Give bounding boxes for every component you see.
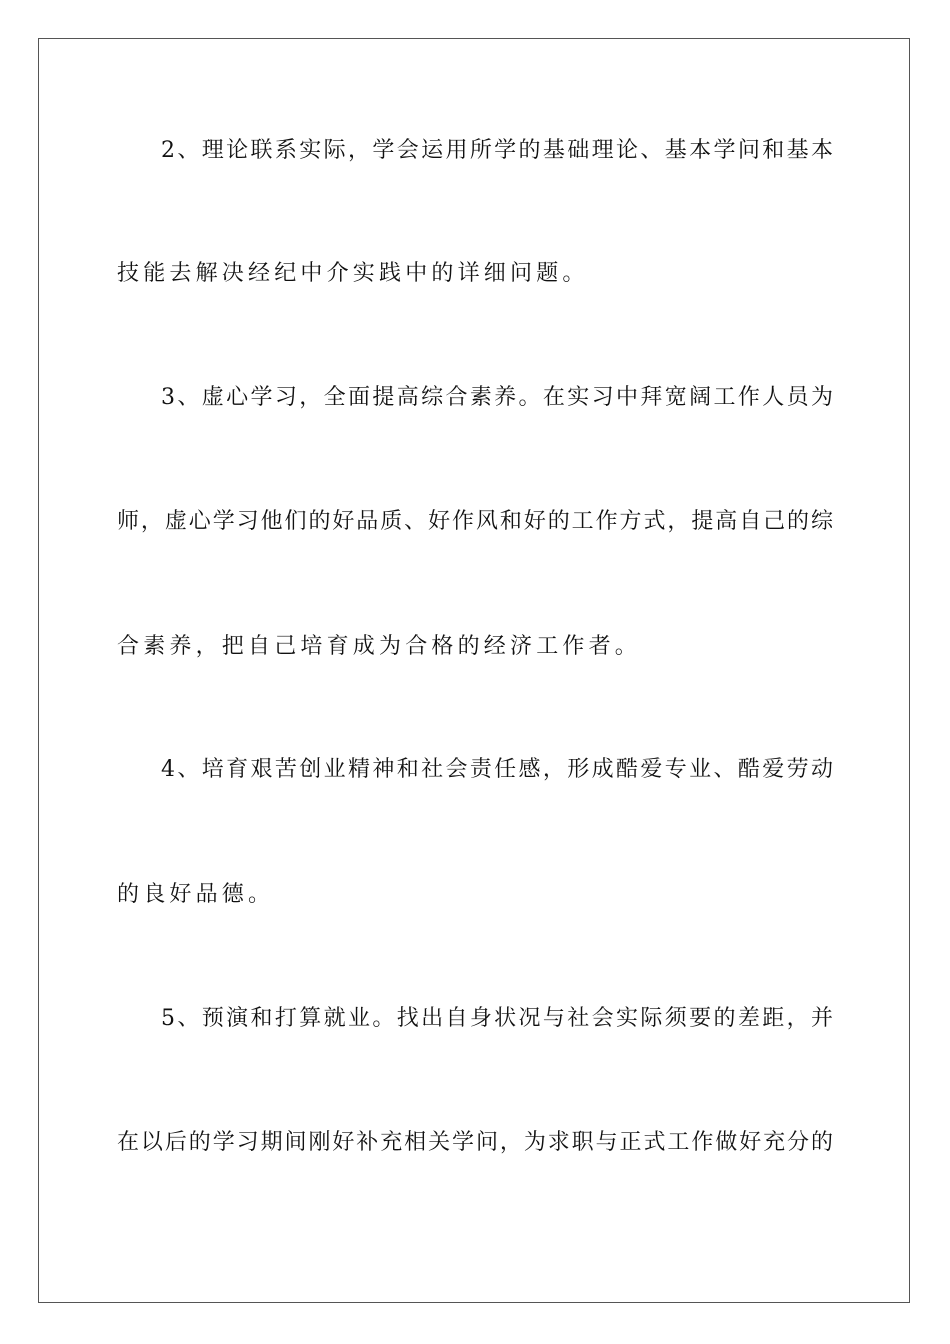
- paragraph-4-line-2: 在以后的学习期间刚好补充相关学问，为求职与正式工作做好充分的: [117, 1130, 833, 1155]
- paragraph-4-line-1: 5、预演和打算就业。找出自身状况与社会实际须要的差距，并: [161, 1006, 833, 1031]
- paragraph-2-line-2: 师，虚心学习他们的好品质、好作风和好的工作方式，提高自己的综: [117, 509, 833, 534]
- page-border: [38, 38, 910, 1303]
- paragraph-2-line-1: 3、虚心学习，全面提高综合素养。在实习中拜宽阔工作人员为: [161, 385, 833, 410]
- paragraph-2-line-3: 合素养，把自己培育成为合格的经济工作者。: [117, 634, 642, 659]
- paragraph-3-line-1: 4、培育艰苦创业精神和社会责任感，形成酷爱专业、酷爱劳动: [161, 757, 833, 782]
- paragraph-1-line-2: 技能去解决经纪中介实践中的详细问题。: [117, 261, 589, 286]
- paragraph-1-line-1: 2、理论联系实际，学会运用所学的基础理论、基本学问和基本: [161, 138, 833, 163]
- paragraph-3-line-2: 的良好品德。: [117, 882, 275, 907]
